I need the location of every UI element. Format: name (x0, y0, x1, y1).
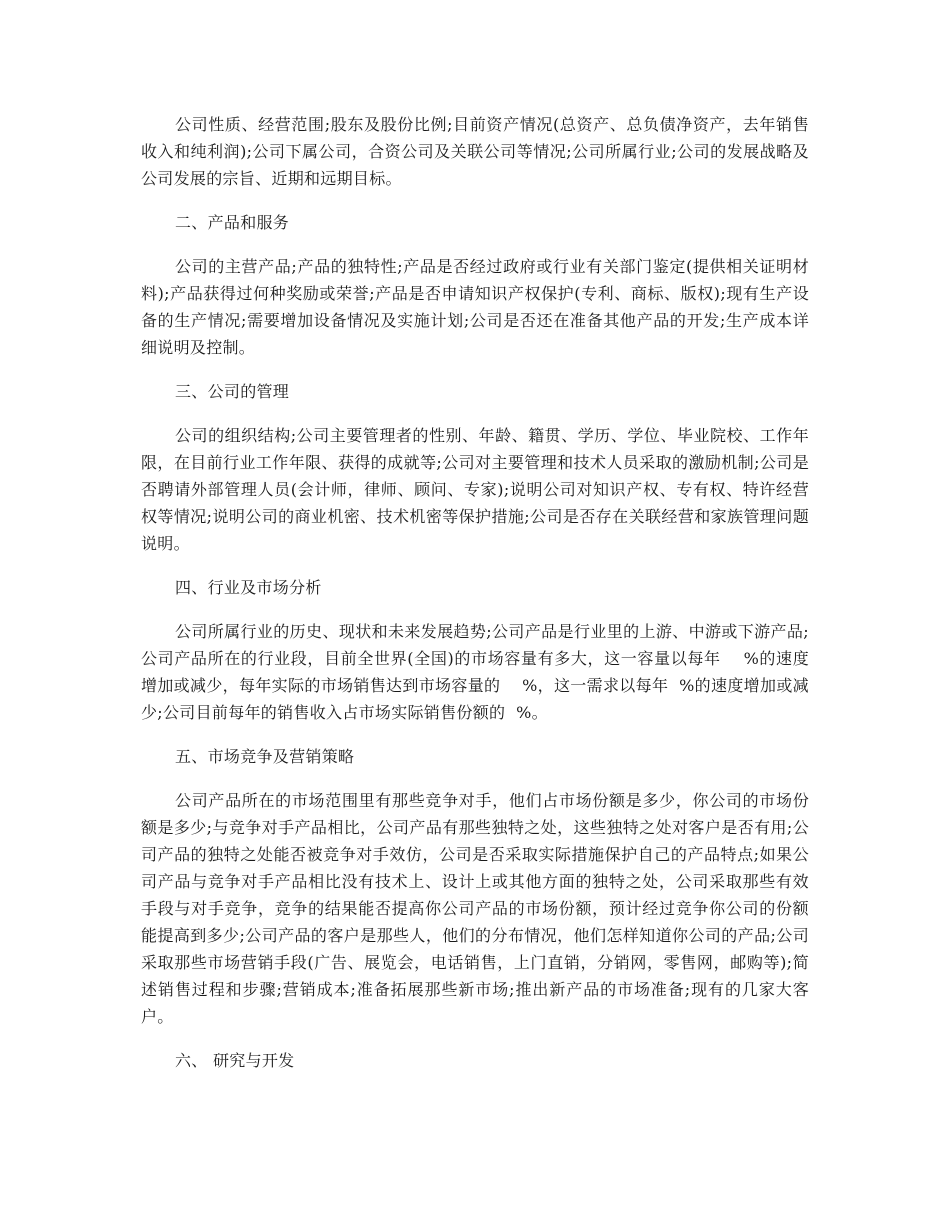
competition-paragraph: 公司产品所在的市场范围里有那些竞争对手，他们占市场份额是多少，你公司的市场份额是多少;与竞争对手产品相比，公司产品有那些独特之处，这些独特之处对客户是否有用;公司产品的独特之处能否被竞争对手效仿，公司是否采取实际措施保护自己的产品特点;如果公司产品与竞争对手产品相比没有技术上、设计上或其他方面的独特之处，公司采取那些有效手段与对手竞争，竞争的结果能否提高你公司产品的市场份额，预计经过竞争你公司的份额能提高到多少;公司产品的客户是那些人，他们的分布情况，他们怎样知道你公司的产品;公司采取那些市场营销手段(广告、展览会，电话销售，上门直销，分销网，零售网，邮购等);简述销售过程和步骤;营销成本;准备拓展那些新市场;推出新产品的市场准备;现有的几家大客户。 (141, 791, 809, 1026)
products-paragraph: 公司的主营产品;产品的独特性;产品是否经过政府或行业有关部门鉴定(提供相关证明材料);产品获得过何种奖励或荣誉;产品是否申请知识产权保护(专利、商标、版权);现有生产设备的生产情况;需要增加设备情况及实施计划;公司是否还在准备其他产品的开发;生产成本详细说明及控制。 (141, 257, 809, 357)
management-paragraph: 公司的组织结构;公司主要管理者的性别、年龄、籍贯、学历、学位、毕业院校、工作年限，在目前行业工作年限、获得的成就等;公司对主要管理和技术人员采取的激励机制;公司是否聘请外部管理人员(会计师，律师、顾问、专家);说明公司对知识产权、专有权、特许经营权等情况;说明公司的商业机密、技术机密等保护措施;公司是否存在关联经营和家族管理问题说明。 (141, 426, 809, 553)
section-heading-rnd: 六、 研究与开发 (175, 1051, 295, 1070)
industry-paragraph: 公司所属行业的历史、现状和未来发展趋势;公司产品是行业里的上游、中游或下游产品;公司产品所在的行业段，目前全世界(全国)的市场容量有多大，这一容量以每年 %的速度增加或减少，每年实际的市场销售达到市场容量的 %，这一需求以每年 %的速度增加或减少;公司目前每年的销售收入占市场实际销售份额的 %。 (141, 622, 809, 722)
section-heading-management: 三、公司的管理 (175, 382, 290, 401)
section-heading-industry: 四、行业及市场分析 (175, 578, 322, 597)
document-body (141, 111, 809, 1091)
section-heading-competition: 五、市场竞争及营销策略 (175, 747, 355, 766)
company-overview-paragraph: 公司性质、经营范围;股东及股份比例;目前资产情况(总资产、总负债净资产，去年销售收入和纯利润);公司下属公司，合资公司及关联公司等情况;公司所属行业;公司的发展战略及公司发展的宗旨、近期和远期目标。 (141, 115, 809, 188)
section-heading-products: 二、产品和服务 (175, 213, 290, 232)
